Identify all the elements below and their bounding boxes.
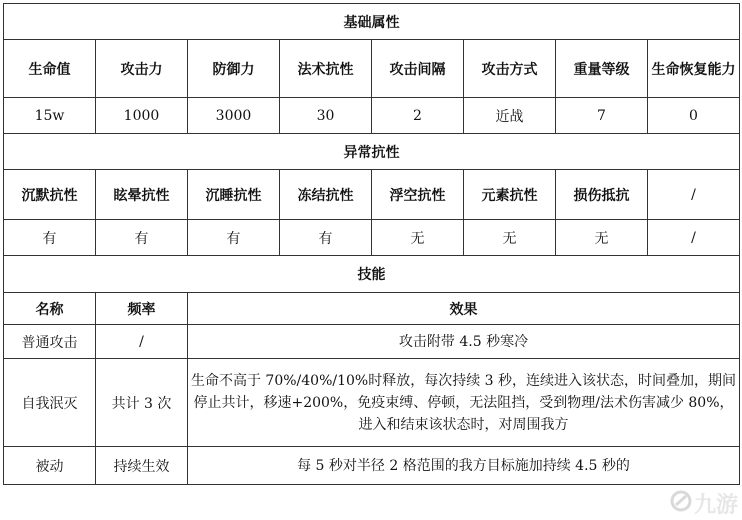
skill-freq: 持续生效 [96, 447, 188, 485]
watermark-text: 九游 [693, 492, 738, 518]
basic-header-row [4, 40, 740, 98]
skill-effect: 攻击附带 4.5 秒寒冷 [188, 325, 740, 359]
jiuyou-logo-icon [670, 490, 692, 517]
header-silence: 沉默抗性 [4, 170, 96, 220]
table-row [4, 325, 740, 359]
header-freeze: 冻结抗性 [280, 170, 372, 220]
skills-header-row [4, 293, 740, 325]
skill-effect: 每 5 秒对半径 2 格范围的我方目标施加持续 4.5 秒的 [188, 447, 740, 485]
skill-effect: 生命不高于 70%/40%/10%时释放，每次持续 3 秒，连续进入该状态，时间叠加，期间停止共计，移速+200%，免疫束缚、停顿，无法阻挡，受到物理/法术伤害减少 80%，进入和结束该状态时，对周围我方 [188, 359, 740, 447]
value-silence: 有 [4, 220, 96, 256]
abnormal-value-row [4, 220, 740, 256]
value-hp: 15w [4, 98, 96, 134]
skill-name: 普通攻击 [4, 325, 96, 359]
value-elemental: 无 [464, 220, 556, 256]
table-row [4, 359, 740, 447]
header-interval: 攻击间隔 [372, 40, 464, 98]
section-basic-title: 基础属性 [4, 4, 740, 40]
value-regen: 0 [648, 98, 740, 134]
table-row [4, 447, 740, 485]
value-attack-type: 近战 [464, 98, 556, 134]
header-levitate: 浮空抗性 [372, 170, 464, 220]
header-atk: 攻击力 [96, 40, 188, 98]
value-sleep: 有 [188, 220, 280, 256]
header-skill-freq: 频率 [96, 293, 188, 325]
header-def: 防御力 [188, 40, 280, 98]
abnormal-header-row [4, 170, 740, 220]
header-res: 法术抗性 [280, 40, 372, 98]
section-abnormal-title: 异常抗性 [4, 134, 740, 170]
value-atk: 1000 [96, 98, 188, 134]
skill-name: 被动 [4, 447, 96, 485]
section-skills-title: 技能 [4, 256, 740, 293]
header-regen: 生命恢复能力 [648, 40, 740, 98]
basic-value-row [4, 98, 740, 134]
header-sleep: 沉睡抗性 [188, 170, 280, 220]
value-stun: 有 [96, 220, 188, 256]
skill-freq: 共计 3 次 [96, 359, 188, 447]
header-elemental: 元素抗性 [464, 170, 556, 220]
skill-freq: / [96, 325, 188, 359]
value-levitate: 无 [372, 220, 464, 256]
stats-table [3, 3, 740, 485]
value-damage-resist: 无 [556, 220, 648, 256]
value-weight: 7 [556, 98, 648, 134]
skill-name: 自我泯灭 [4, 359, 96, 447]
header-skill-name: 名称 [4, 293, 96, 325]
header-weight: 重量等级 [556, 40, 648, 98]
header-attack-type: 攻击方式 [464, 40, 556, 98]
header-damage-resist: 损伤抵抗 [556, 170, 648, 220]
value-res: 30 [280, 98, 372, 134]
value-freeze: 有 [280, 220, 372, 256]
header-skill-effect: 效果 [188, 293, 740, 325]
watermark [664, 488, 738, 518]
value-interval: 2 [372, 98, 464, 134]
value-def: 3000 [188, 98, 280, 134]
value-empty: / [648, 220, 740, 256]
header-stun: 眩晕抗性 [96, 170, 188, 220]
header-empty: / [648, 170, 740, 220]
header-hp: 生命值 [4, 40, 96, 98]
